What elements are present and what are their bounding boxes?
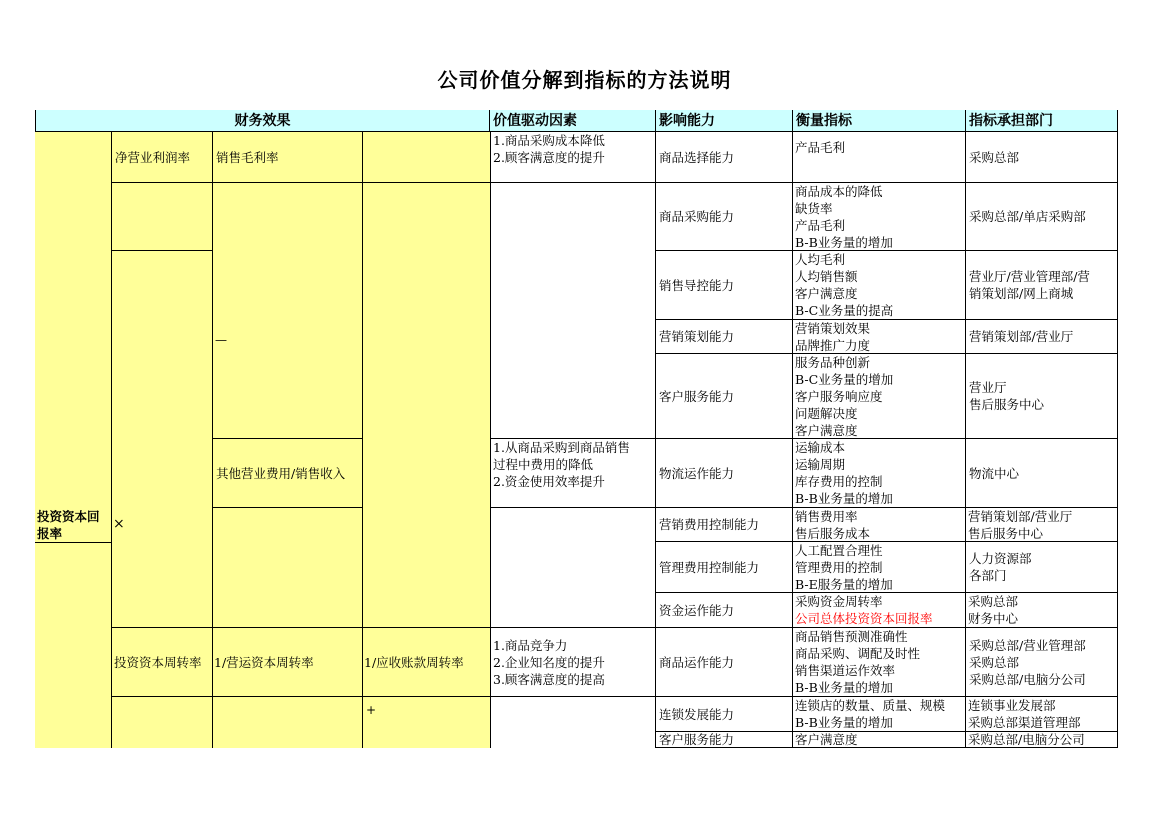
metric-line: 销售渠道运作效率 — [795, 663, 896, 678]
driver-cell-3[interactable] — [490, 628, 656, 697]
capability-label: 客户服务能力 — [659, 732, 735, 747]
metric-line: 品牌推广力度 — [795, 338, 871, 353]
driver-2-line-3: 2.资金使用效率提升 — [493, 474, 605, 489]
capability-cell[interactable] — [656, 439, 793, 508]
metric-cell[interactable] — [793, 439, 966, 508]
driver-3-line-3: 3.顾客满意度的提高 — [493, 671, 605, 687]
metric-line: 商品销售预测准确性 — [795, 629, 908, 644]
metric-cell[interactable] — [793, 732, 966, 748]
metric-cell[interactable] — [793, 593, 966, 628]
department-cell[interactable] — [966, 542, 1118, 593]
driver-cell-2[interactable] — [490, 439, 656, 508]
metric-line: 销售费用率 — [795, 509, 858, 524]
root-cell-bottom[interactable] — [35, 543, 112, 748]
metric-line: 库存费用的控制 — [795, 474, 883, 489]
department-line: 售后服务中心 — [969, 397, 1045, 412]
metric-line: 人工配置合理性 — [795, 543, 883, 558]
department-cell[interactable] — [966, 697, 1118, 732]
net-profit-margin-label: 净营业利润率 — [115, 149, 191, 165]
minus-operator: — — [215, 333, 227, 347]
metric-line: 人均销售额 — [795, 269, 858, 284]
page-title: 公司价值分解到指标的方法说明 — [437, 68, 732, 92]
metric-line: 服务品种创新 — [795, 355, 871, 370]
department-line: 营业厅 — [969, 380, 1007, 395]
cell-receivable-turnover[interactable] — [363, 628, 490, 697]
capability-label: 管理费用控制能力 — [659, 559, 760, 575]
metric-cell[interactable] — [793, 697, 966, 732]
department-cell[interactable] — [966, 732, 1118, 748]
working-capital-turnover-label: 1/营运资本周转率 — [214, 654, 314, 670]
header-department[interactable] — [966, 110, 1118, 132]
metric-line: 产品毛利 — [795, 218, 846, 233]
capability-label: 商品选择能力 — [659, 149, 735, 165]
cell-b-empty-2[interactable] — [112, 697, 213, 748]
receivable-turnover-label: 1/应收账款周转率 — [364, 654, 464, 670]
root-cell-top[interactable] — [35, 132, 112, 508]
department-line: 采购总部/营业管理部 — [969, 637, 1086, 653]
metric-line: B-B业务量的增加 — [795, 491, 893, 506]
driver-1-line-2: 2.顾客满意度的提升 — [493, 150, 605, 165]
multiply-operator: × — [113, 516, 125, 532]
header-department-label: 指标承担部门 — [969, 112, 1053, 129]
metric-line: B-E服务量的增加 — [795, 577, 893, 592]
metric-cell[interactable] — [793, 320, 966, 354]
department-line: 财务中心 — [968, 611, 1019, 626]
department-cell[interactable] — [966, 593, 1118, 628]
department-line: 营销策划部/营业厅 — [968, 509, 1073, 524]
cell-b-empty-1[interactable] — [112, 183, 213, 251]
cell-c-operator[interactable] — [213, 183, 363, 439]
metric-line: B-B业务量的增加 — [795, 235, 893, 250]
metric-cell[interactable] — [793, 132, 966, 183]
metric-line: 管理费用的控制 — [795, 560, 883, 575]
department-line: 售后服务中心 — [968, 526, 1044, 541]
metric-line: B-C业务量的增加 — [795, 372, 894, 387]
metric-cell[interactable] — [793, 354, 966, 439]
other-expense-label: 其他营业费用/销售收入 — [216, 465, 346, 481]
metric-line: 商品采购、调配及时性 — [795, 646, 921, 661]
capability-cell[interactable] — [656, 508, 793, 542]
capability-label: 资金运作能力 — [659, 602, 735, 618]
capability-label: 客户服务能力 — [659, 388, 735, 404]
metric-line: 产品毛利 — [795, 140, 846, 155]
metric-line: 运输周期 — [795, 457, 846, 472]
metric-line-highlight: 公司总体投资资本回报率 — [795, 611, 933, 626]
capital-turnover-label: 投资资本周转率 — [114, 654, 202, 670]
metric-line: 缺货率 — [795, 201, 833, 216]
cell-net-profit-margin[interactable] — [112, 132, 213, 183]
cell-b-operator[interactable] — [112, 251, 213, 628]
department-line: 销策划部/网上商城 — [969, 286, 1074, 301]
driver-1-line-1: 1.商品采购成本降低 — [493, 133, 605, 148]
header-value-driver-label: 价值驱动因素 — [493, 112, 577, 129]
header-financial-effect[interactable] — [35, 110, 490, 132]
metric-line: B-B业务量的增加 — [795, 680, 893, 695]
driver-cell-1[interactable] — [490, 132, 656, 183]
department-line: 营销策划部/营业厅 — [969, 329, 1074, 344]
capability-cell[interactable] — [656, 320, 793, 354]
capability-cell[interactable] — [656, 697, 793, 732]
department-cell[interactable] — [966, 251, 1118, 320]
metric-cell[interactable] — [793, 183, 966, 251]
metric-line: 客户满意度 — [795, 286, 858, 301]
department-line: 物流中心 — [969, 465, 1020, 481]
metric-line: 问题解决度 — [795, 406, 858, 421]
metric-cell[interactable] — [793, 542, 966, 593]
metric-line: 采购资金周转率 — [795, 594, 883, 609]
department-line: 采购总部/电脑分公司 — [969, 671, 1086, 687]
capability-cell[interactable] — [656, 628, 793, 697]
metric-line: 营销策划效果 — [795, 321, 871, 336]
driver-cell-empty-3[interactable] — [490, 697, 656, 748]
cell-d-empty-1[interactable] — [363, 132, 490, 183]
department-line: 采购总部 — [968, 594, 1019, 609]
metric-line: 客户满意度 — [795, 423, 858, 438]
driver-2-line-1: 1.从商品采购到商品销售 — [493, 440, 630, 455]
department-line: 各部门 — [969, 568, 1007, 583]
cell-c-empty-1[interactable] — [213, 508, 363, 628]
capability-label: 销售导控能力 — [659, 277, 735, 293]
department-cell[interactable] — [966, 508, 1118, 542]
metric-line: B-B业务量的增加 — [795, 715, 893, 730]
department-line: 人力资源部 — [969, 551, 1032, 566]
metric-line: 客户满意度 — [795, 732, 858, 747]
metric-line: 运输成本 — [795, 440, 846, 455]
metric-line: 售后服务成本 — [795, 526, 871, 541]
department-line: 采购总部/单店采购部 — [969, 209, 1086, 224]
department-line: 采购总部/电脑分公司 — [968, 732, 1085, 747]
department-cell[interactable] — [966, 439, 1118, 508]
root-cell-roic[interactable] — [35, 508, 112, 543]
driver-cell-empty-1[interactable] — [490, 183, 656, 439]
metric-line: 连锁店的数量、质量、规模 — [795, 698, 946, 713]
plus-operator: + — [366, 703, 377, 717]
capability-cell[interactable] — [656, 542, 793, 593]
header-metric[interactable] — [793, 110, 966, 132]
header-value-driver[interactable] — [490, 110, 656, 132]
department-cell[interactable] — [966, 354, 1118, 439]
department-line: 采购总部 — [969, 149, 1020, 165]
metric-line: 商品成本的降低 — [795, 184, 883, 199]
cell-c-empty-2[interactable] — [213, 697, 363, 748]
metric-cell[interactable] — [793, 508, 966, 542]
capability-label: 物流运作能力 — [659, 465, 735, 481]
cell-d-empty-2[interactable] — [363, 183, 490, 628]
capability-cell[interactable] — [656, 183, 793, 251]
cell-gross-margin[interactable] — [213, 132, 363, 183]
capability-cell[interactable] — [656, 251, 793, 320]
department-cell[interactable] — [966, 320, 1118, 354]
cell-d-operator[interactable] — [363, 697, 490, 748]
driver-3-line-1: 1.商品竞争力 — [493, 637, 568, 653]
header-metric-label: 衡量指标 — [796, 112, 852, 129]
department-line: 采购总部渠道管理部 — [968, 715, 1081, 730]
capability-cell[interactable] — [656, 354, 793, 439]
cell-capital-turnover[interactable] — [112, 628, 213, 697]
metric-cell[interactable] — [793, 628, 966, 697]
department-cell[interactable] — [966, 132, 1118, 183]
department-cell[interactable] — [966, 183, 1118, 251]
root-label: 投资资本回报率 — [37, 509, 100, 541]
header-capability-label: 影响能力 — [659, 112, 715, 129]
driver-cell-empty-2[interactable] — [490, 508, 656, 628]
metric-line: B-C业务量的提高 — [795, 303, 894, 318]
capability-label: 营销费用控制能力 — [659, 517, 760, 532]
capability-label: 商品运作能力 — [659, 654, 735, 670]
driver-2-line-2: 过程中费用的降低 — [493, 457, 594, 472]
metric-line: 客户服务响应度 — [795, 389, 883, 404]
capability-cell[interactable] — [656, 132, 793, 183]
department-line: 采购总部 — [969, 654, 1020, 670]
cell-other-expense[interactable] — [213, 439, 363, 508]
driver-3-line-2: 2.企业知名度的提升 — [493, 654, 605, 670]
department-line: 连锁事业发展部 — [968, 698, 1056, 713]
header-financial-effect-label: 财务效果 — [234, 112, 291, 129]
gross-margin-label: 销售毛利率 — [216, 149, 279, 165]
metric-cell[interactable] — [793, 251, 966, 320]
capability-label: 营销策划能力 — [659, 329, 735, 344]
department-cell[interactable] — [966, 628, 1118, 697]
capability-label: 商品采购能力 — [659, 209, 735, 224]
capability-cell[interactable] — [656, 732, 793, 748]
capability-cell[interactable] — [656, 593, 793, 628]
metric-line: 人均毛利 — [795, 252, 846, 267]
department-line: 营业厅/营业管理部/营 — [969, 269, 1090, 284]
cell-working-capital-turnover[interactable] — [213, 628, 363, 697]
header-capability[interactable] — [656, 110, 793, 132]
capability-label: 连锁发展能力 — [659, 706, 735, 722]
